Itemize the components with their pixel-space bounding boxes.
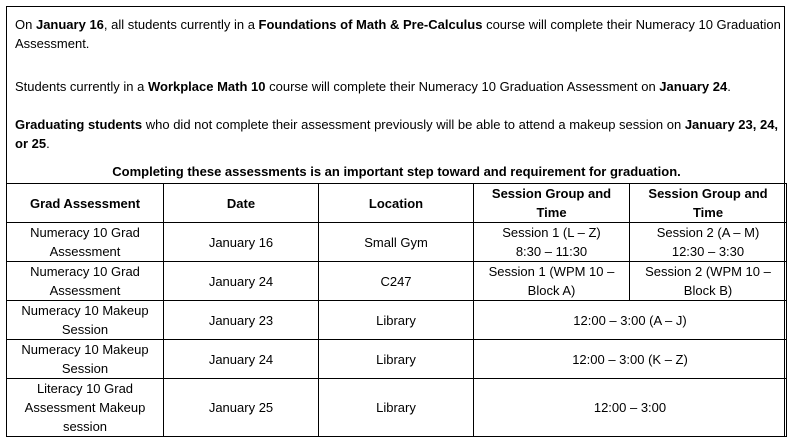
bold-graduating: Graduating students: [15, 117, 143, 132]
bold-date: January 24: [659, 79, 728, 94]
text: On: [15, 17, 36, 32]
text: .: [46, 136, 50, 151]
document-frame: [6, 6, 785, 437]
header-session-group-1: Session Group and Time: [474, 184, 630, 223]
text: , all students currently in a: [103, 17, 259, 32]
table-row: [7, 301, 787, 340]
cell-assessment: Numeracy 10 Grad Assessment: [7, 262, 164, 301]
text: who did not complete their assessment previously will be able to attend a makeup session on: [142, 117, 685, 132]
cell-assessment: Numeracy 10 Makeup Session: [7, 301, 164, 340]
text: course will complete their Numeracy 10 Graduation Assessment on: [265, 79, 660, 94]
text: .: [727, 79, 731, 94]
bold-course: Workplace Math 10: [147, 79, 266, 94]
cell-time: 12:00 – 3:00: [474, 379, 787, 437]
bold-date: January 16: [35, 17, 104, 32]
cell-location: Library: [319, 379, 474, 437]
cell-date: January 24: [164, 340, 319, 379]
table-row: [7, 340, 787, 379]
cell-date: January 25: [164, 379, 319, 437]
assessment-schedule-table: [6, 183, 787, 437]
header-date: Date: [164, 184, 319, 223]
cell-session-1: Session 1 (WPM 10 – Block A): [474, 262, 630, 301]
header-assessment: Grad Assessment: [7, 184, 164, 223]
cell-assessment: Numeracy 10 Makeup Session: [7, 340, 164, 379]
table-header-row: [7, 184, 787, 223]
paragraph-math-courses: [15, 15, 785, 53]
session-label: Session 2 (A – M): [656, 225, 760, 240]
cell-date: January 24: [164, 262, 319, 301]
text: course will complete their Numeracy 10 Graduation Assessment.: [15, 17, 781, 51]
table-row: [7, 223, 787, 262]
session-time: 12:30 – 3:30: [671, 244, 745, 259]
cell-location: C247: [319, 262, 474, 301]
bold-course: Foundations of Math & Pre-Calculus: [258, 17, 483, 32]
cell-session-2: Session 2 (WPM 10 – Block B): [630, 262, 787, 301]
cell-time: 12:00 – 3:00 (A – J): [474, 301, 787, 340]
text: Students currently in a: [15, 79, 148, 94]
requirement-note: Completing these assessments is an important step toward and requirement for graduation.: [112, 164, 681, 179]
table-row: [7, 262, 787, 301]
bold-dates: January 23, 24, or 25: [15, 117, 779, 151]
paragraph-makeup: [15, 115, 785, 153]
cell-location: Small Gym: [319, 223, 474, 262]
cell-session-1: [474, 223, 630, 262]
table-row: [7, 379, 787, 437]
cell-location: Library: [319, 340, 474, 379]
session-time: 8:30 – 11:30: [515, 244, 588, 259]
cell-assessment: Numeracy 10 Grad Assessment: [7, 223, 164, 262]
header-location: Location: [319, 184, 474, 223]
cell-time: 12:00 – 3:00 (K – Z): [474, 340, 787, 379]
header-session-group-2: Session Group and Time: [630, 184, 787, 223]
cell-assessment: Literacy 10 Grad Assessment Makeup session: [7, 379, 164, 437]
session-label: Session 1 (L – Z): [502, 225, 601, 240]
cell-location: Library: [319, 301, 474, 340]
cell-session-2: [630, 223, 787, 262]
paragraph-workplace-math: [15, 77, 785, 96]
cell-date: January 23: [164, 301, 319, 340]
cell-date: January 16: [164, 223, 319, 262]
